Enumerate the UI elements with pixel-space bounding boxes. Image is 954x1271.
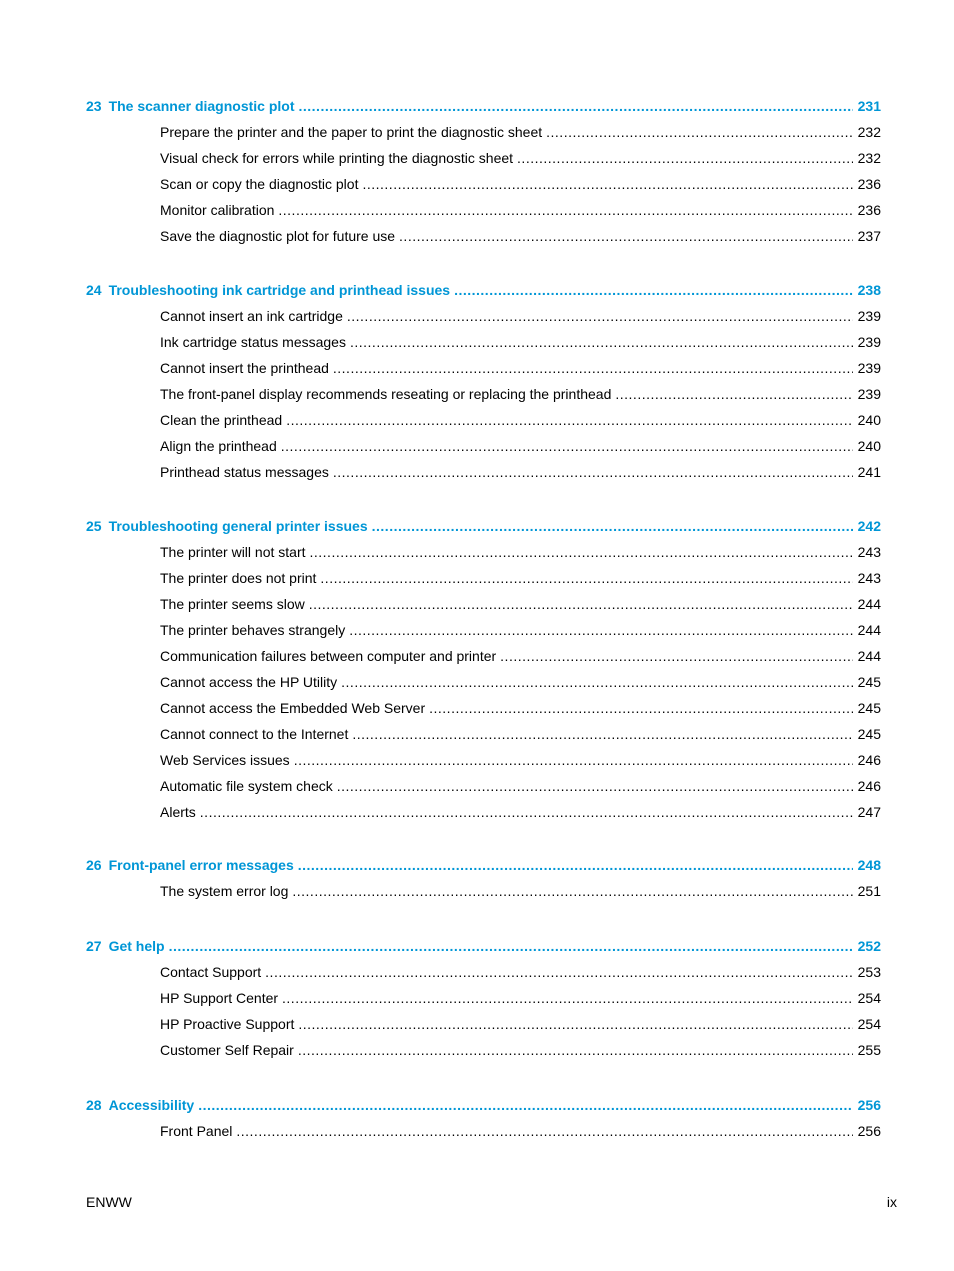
entry-page-number: 251 xyxy=(857,883,881,899)
dot-leader xyxy=(349,621,853,639)
entry-title: Front Panel xyxy=(160,1123,233,1139)
toc-entry-link[interactable] xyxy=(160,175,881,193)
toc-entry-link[interactable] xyxy=(160,1041,881,1059)
dot-leader xyxy=(352,725,853,743)
entry-page-number: 255 xyxy=(857,1042,881,1058)
toc-entry-link[interactable] xyxy=(160,385,881,403)
entry-page-number: 237 xyxy=(857,228,881,244)
dot-leader xyxy=(298,1015,853,1033)
dot-leader xyxy=(310,543,854,561)
toc-entry-link[interactable] xyxy=(160,437,881,455)
toc-entry-link[interactable] xyxy=(160,307,881,325)
entry-page-number: 246 xyxy=(857,778,881,794)
dot-leader xyxy=(333,359,853,377)
entry-title: Cannot insert an ink cartridge xyxy=(160,308,343,324)
entry-page-number: 232 xyxy=(857,124,881,140)
entry-title: Communication failures between computer and printer xyxy=(160,648,497,664)
entry-title: Cannot access the Embedded Web Server xyxy=(160,700,426,716)
dot-leader xyxy=(454,281,853,299)
chapter-page-number: 256 xyxy=(857,1097,881,1113)
chapter-title: Troubleshooting general printer issues xyxy=(108,518,368,534)
entry-page-number: 239 xyxy=(857,360,881,376)
entry-title: Web Services issues xyxy=(160,752,290,768)
toc-chapter-link[interactable] xyxy=(86,517,881,535)
entry-title: Printhead status messages xyxy=(160,464,329,480)
chapter-page-number: 248 xyxy=(857,857,881,873)
toc-entry-link[interactable] xyxy=(160,123,881,141)
dot-leader xyxy=(294,751,853,769)
toc-chapter-link[interactable] xyxy=(86,281,881,299)
page-number: ix xyxy=(886,1194,897,1210)
toc-entry-link[interactable] xyxy=(160,227,881,245)
dot-leader xyxy=(350,333,853,351)
chapter-page-number: 231 xyxy=(857,98,881,114)
entry-page-number: 247 xyxy=(857,804,881,820)
entry-title: Cannot insert the printhead xyxy=(160,360,329,376)
chapter-title: Front-panel error messages xyxy=(108,857,294,873)
toc-entry-link[interactable] xyxy=(160,777,881,795)
entry-title: Contact Support xyxy=(160,964,262,980)
toc-entry-link[interactable] xyxy=(160,647,881,665)
entry-page-number: 239 xyxy=(857,334,881,350)
toc-entry-link[interactable] xyxy=(160,673,881,691)
dot-leader xyxy=(333,463,853,481)
entry-page-number: 236 xyxy=(857,176,881,192)
dot-leader xyxy=(169,937,853,955)
toc-entry-link[interactable] xyxy=(160,725,881,743)
entry-page-number: 253 xyxy=(857,964,881,980)
toc-entry-link[interactable] xyxy=(160,621,881,639)
entry-title: Align the printhead xyxy=(160,438,277,454)
entry-page-number: 246 xyxy=(857,752,881,768)
toc-chapter xyxy=(86,856,881,900)
entry-title: Cannot connect to the Internet xyxy=(160,726,349,742)
dot-leader xyxy=(372,517,853,535)
toc-entry-link[interactable] xyxy=(160,882,881,900)
dot-leader xyxy=(341,673,853,691)
toc-entry-link[interactable] xyxy=(160,963,881,981)
entry-page-number: 244 xyxy=(857,622,881,638)
entry-title: Ink cartridge status messages xyxy=(160,334,346,350)
chapter-title: Accessibility xyxy=(108,1097,195,1113)
toc-entry-link[interactable] xyxy=(160,595,881,613)
toc-entry-link[interactable] xyxy=(160,201,881,219)
dot-leader xyxy=(298,1041,853,1059)
entry-title: Save the diagnostic plot for future use xyxy=(160,228,396,244)
chapter-number: 26 xyxy=(86,857,102,873)
toc-entry-link[interactable] xyxy=(160,803,881,821)
toc-chapter-link[interactable] xyxy=(86,856,881,874)
toc-chapter xyxy=(86,281,881,481)
toc-entry-link[interactable] xyxy=(160,1122,881,1140)
entry-title: The printer does not print xyxy=(160,570,317,586)
entry-title: The system error log xyxy=(160,883,289,899)
chapter-title: Troubleshooting ink cartridge and printhead issues xyxy=(108,282,451,298)
chapter-page-number: 238 xyxy=(857,282,881,298)
entry-title: The printer seems slow xyxy=(160,596,305,612)
dot-leader xyxy=(309,595,853,613)
chapter-title: Get help xyxy=(108,938,165,954)
toc-chapter-link[interactable] xyxy=(86,1096,881,1114)
footer-label: ENWW xyxy=(86,1194,132,1210)
chapter-page-number: 242 xyxy=(857,518,881,534)
toc-entry-link[interactable] xyxy=(160,411,881,429)
entry-page-number: 241 xyxy=(857,464,881,480)
entry-page-number: 244 xyxy=(857,648,881,664)
entry-page-number: 240 xyxy=(857,438,881,454)
toc-entry-link[interactable] xyxy=(160,359,881,377)
dot-leader xyxy=(347,307,853,325)
entry-page-number: 256 xyxy=(857,1123,881,1139)
chapter-number: 24 xyxy=(86,282,102,298)
toc-entry-link[interactable] xyxy=(160,543,881,561)
dot-leader xyxy=(362,175,853,193)
entry-title: HP Support Center xyxy=(160,990,279,1006)
dot-leader xyxy=(298,856,853,874)
dot-leader xyxy=(320,569,853,587)
entry-title: Scan or copy the diagnostic plot xyxy=(160,176,359,192)
toc-entry-link[interactable] xyxy=(160,333,881,351)
entry-page-number: 243 xyxy=(857,544,881,560)
dot-leader xyxy=(337,777,853,795)
chapter-number: 23 xyxy=(86,98,102,114)
dot-leader xyxy=(265,963,853,981)
dot-leader xyxy=(200,803,853,821)
entry-title: Cannot access the HP Utility xyxy=(160,674,338,690)
entry-page-number: 240 xyxy=(857,412,881,428)
entry-page-number: 232 xyxy=(857,150,881,166)
entry-title: The front-panel display recommends reseating or replacing the printhead xyxy=(160,386,612,402)
entry-title: Automatic file system check xyxy=(160,778,333,794)
entry-title: The printer will not start xyxy=(160,544,306,560)
toc-entry-link[interactable] xyxy=(160,699,881,717)
dot-leader xyxy=(236,1122,853,1140)
entry-title: Monitor calibration xyxy=(160,202,275,218)
toc-chapter-link[interactable] xyxy=(86,937,881,955)
entry-title: Alerts xyxy=(160,804,196,820)
chapter-page-number: 252 xyxy=(857,938,881,954)
dot-leader xyxy=(278,201,853,219)
entry-title: HP Proactive Support xyxy=(160,1016,295,1032)
dot-leader xyxy=(546,123,853,141)
dot-leader xyxy=(615,385,853,403)
toc-entry-link[interactable] xyxy=(160,1015,881,1033)
toc-chapter xyxy=(86,97,881,245)
toc-chapter xyxy=(86,937,881,1059)
entry-title: The printer behaves strangely xyxy=(160,622,346,638)
dot-leader xyxy=(281,437,853,455)
dot-leader xyxy=(399,227,853,245)
dot-leader xyxy=(500,647,853,665)
toc-chapter xyxy=(86,517,881,821)
entry-page-number: 244 xyxy=(857,596,881,612)
entry-title: Prepare the printer and the paper to print the diagnostic sheet xyxy=(160,124,543,140)
entry-page-number: 254 xyxy=(857,990,881,1006)
entry-page-number: 245 xyxy=(857,674,881,690)
dot-leader xyxy=(299,97,854,115)
toc-chapter xyxy=(86,1096,881,1140)
toc-entry-link[interactable] xyxy=(160,569,881,587)
dot-leader xyxy=(198,1096,853,1114)
chapter-title: The scanner diagnostic plot xyxy=(108,98,295,114)
toc-entry-link[interactable] xyxy=(160,463,881,481)
entry-page-number: 236 xyxy=(857,202,881,218)
toc-chapter-link[interactable] xyxy=(86,97,881,115)
toc-entry-link[interactable] xyxy=(160,989,881,1007)
entry-title: Customer Self Repair xyxy=(160,1042,294,1058)
entry-page-number: 245 xyxy=(857,726,881,742)
chapter-number: 27 xyxy=(86,938,102,954)
entry-title: Visual check for errors while printing the diagnostic sheet xyxy=(160,150,514,166)
entry-page-number: 254 xyxy=(857,1016,881,1032)
toc-entry-link[interactable] xyxy=(160,149,881,167)
entry-title: Clean the printhead xyxy=(160,412,283,428)
chapter-number: 25 xyxy=(86,518,102,534)
dot-leader xyxy=(286,411,853,429)
dot-leader xyxy=(282,989,853,1007)
dot-leader xyxy=(429,699,853,717)
entry-page-number: 239 xyxy=(857,308,881,324)
dot-leader xyxy=(292,882,853,900)
entry-page-number: 245 xyxy=(857,700,881,716)
dot-leader xyxy=(517,149,853,167)
entry-page-number: 243 xyxy=(857,570,881,586)
entry-page-number: 239 xyxy=(857,386,881,402)
toc-entry-link[interactable] xyxy=(160,751,881,769)
chapter-number: 28 xyxy=(86,1097,102,1113)
